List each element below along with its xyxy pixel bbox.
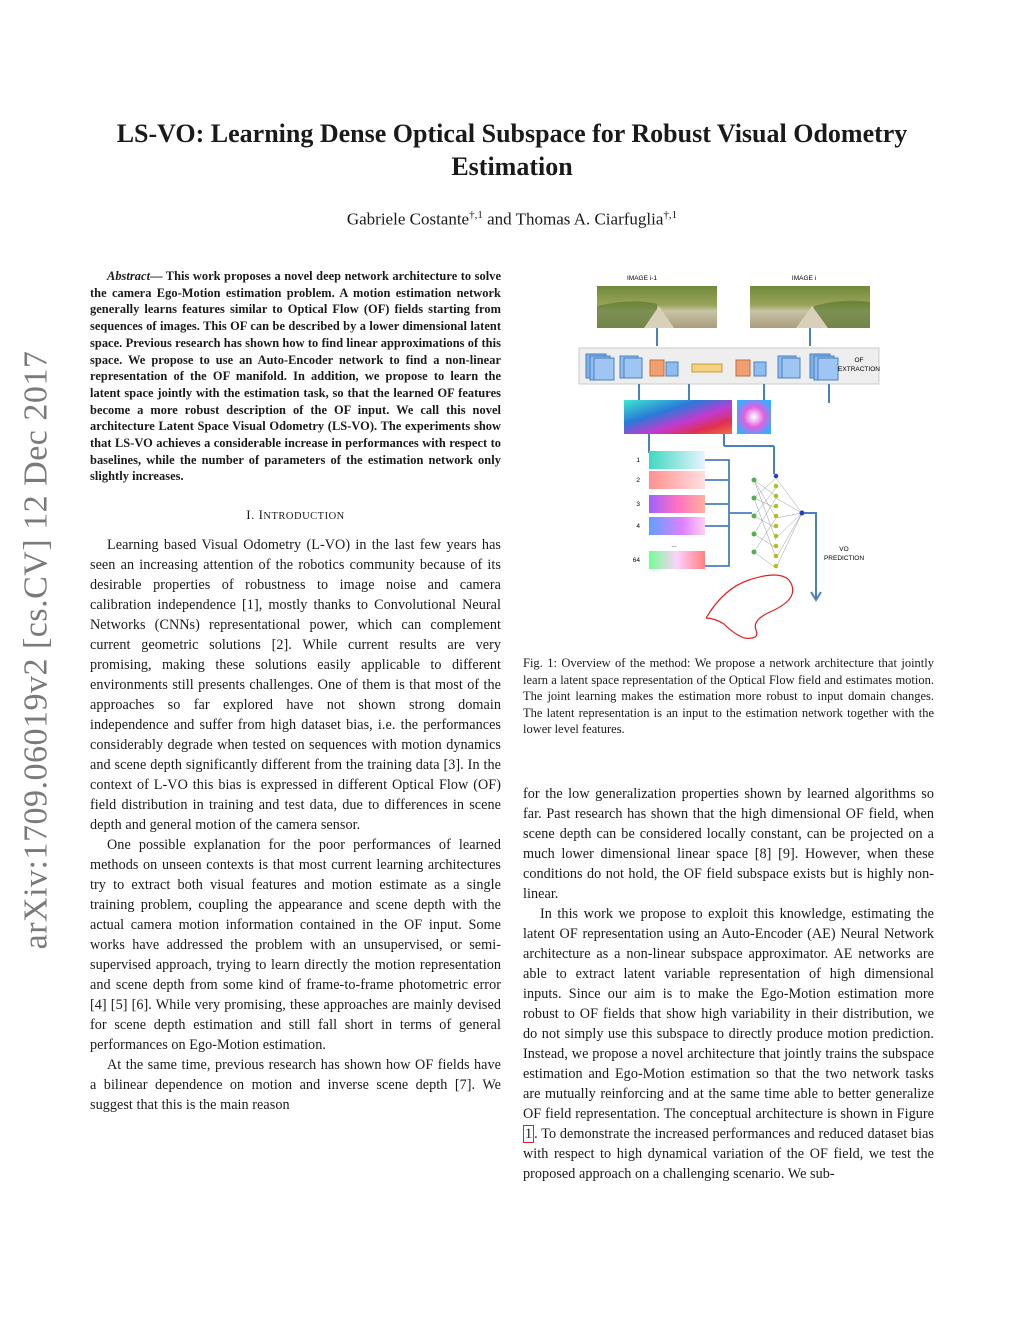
paper-title [70, 117, 954, 183]
abstract-text: This work proposes a novel deep network architecture to solve the camera Ego-Motion estimation problem. A motion estimation network generally learns features similar to Optical Flow (OF) fields starting from sequences of images. This OF can be described by a lower dimensional latent space. Previous research has shown how to find linear approximations of this space. We propose to use an Auto-Encoder network to find a non-linear representation of the OF manifold. In addition, we propose to learn the latent space jointly with the estimation task, so that the learned OF features become a more robust description of the OF input. We call this novel architecture Latent Space Visual Odometry (LS-VO). The experiments show that LS-VO achieves a considerable increase in performances with respect to baselines, while the number of parameters of the estimation network only slightly increases. [90, 269, 501, 484]
label-image-prev: IMAGE i-1 [627, 275, 657, 282]
section-first-letter: I [258, 507, 264, 523]
label-image-curr: IMAGE i [791, 275, 817, 282]
row-ellipsis: ... [671, 542, 677, 549]
row-label-4: 4 [636, 523, 640, 530]
title-line-1: LS-VO: Learning Dense Optical Subspace for Robust Visual Odometry [116, 119, 908, 148]
right-paragraph-2-text: In this work we propose to exploit this knowledge, estimating the latent OF representation using an Auto-Encoder (AE) Neural Network architecture as a non-linear subspace approximator. AE networks are able to extract latent variable representation of high dimensional inputs. Since our aim is to make the Ego-Motion estimation more robust to OF fields that show high variability in their distribution, we do not simply use this subspace to directly produce motion prediction. Instead, we propose a novel architecture that jointly trains the subspace estimation and Ego-Motion estimation so that the two network tasks are mutually reinforcing and at the same time able to better generalize OF field representation. The conceptual architecture is shown in Figure [523, 906, 934, 1122]
author-2-affiliation: †,1 [663, 209, 678, 221]
latent-row-3 [649, 495, 705, 513]
left-column [90, 268, 501, 1115]
arxiv-id-text: arXiv:1709.06019v2 [cs.CV] 12 Dec 2017 [17, 350, 55, 950]
right-column [523, 784, 934, 1184]
latent-row-64 [649, 551, 705, 569]
author-conjunction: and [482, 209, 516, 229]
row-arrows [705, 460, 752, 566]
abstract-dash: — [150, 269, 166, 283]
row-label-2: 2 [636, 477, 640, 484]
vo-network [752, 474, 805, 569]
row-label-64: 64 [632, 557, 640, 564]
row-label-3: 3 [636, 501, 640, 508]
abstract-label: Abstract [107, 269, 151, 283]
label-vo: VO [839, 546, 849, 553]
right-paragraph-2-tail: . To demonstrate the increased performances and reduced dataset bias with respect to high dynamical variation of the OF field, we test the proposed approach on a challenging scenario. We sub- [523, 1126, 934, 1182]
section-title-rest: NTRODUCTION [263, 511, 345, 523]
right-paragraph-2 [523, 904, 934, 1184]
label-of: OF [854, 357, 864, 364]
row-label-1: 1 [636, 457, 640, 464]
latent-row-2 [649, 471, 705, 489]
label-prediction: PREDICTION [823, 555, 865, 562]
author-1-affiliation: †,1 [469, 209, 483, 221]
trajectory-curve [706, 575, 793, 638]
authors [90, 209, 934, 230]
author-2: Thomas A. Ciarfuglia [515, 209, 664, 229]
latent-row-1 [649, 451, 705, 469]
caption-text: Overview of the method: We propose a network architecture that jointly learn a latent space representation of the Optical Flow field and estimates motion. The joint learning makes the estimation more robust to input domain changes. The latent representation is an input to the estimation network together with the lower level features. [523, 656, 934, 737]
section-heading-introduction [90, 507, 501, 523]
intro-paragraph-3: At the same time, previous research has shown how OF fields have a bilinear dependence on motion and inverse scene depth [7]. We suggest that this is the main reason [90, 1057, 501, 1114]
caption-label: Fig. 1: [523, 656, 562, 670]
abstract [90, 268, 501, 485]
figure-reference-link[interactable]: 1 [525, 1126, 533, 1142]
latent-rows [633, 451, 705, 569]
intro-paragraph-2: One possible explanation for the poor performances of learned methods on unseen contexts is that most current learning architectures try to extract both visual features and motion estimate as a single training problem, coupling the appearance and scene depth with the actual camera motion information contained in the OF input. Some works have addressed the problem with an unsupervised, or semi-supervised approach, trying to learn directly the motion representation and scene depth from some kind of frame-to-frame photometric error [4] [5] [6]. While very promising, these approaches are mainly devised for scene depth estimation and still fall short in terms of general performances on Ego-Motion estimation. [90, 837, 501, 1054]
figure-1-diagram [574, 268, 894, 648]
flow-colour-wheel [737, 400, 771, 434]
arxiv-stamp [10, 350, 62, 950]
optical-flow-field [624, 400, 732, 434]
author-1: Gabriele Costante [346, 209, 470, 229]
right-paragraph-1: for the low generalization properties shown by learned algorithms so far. Past research has shown that the high dimensional OF field, when scene depth can be considered locally constant, can be projected on a much lower dimensional linear space [8] [9]. However, when these conditions do not hold, the OF field subspace exists but is highly non-linear. [523, 786, 934, 902]
latent-row-4 [649, 517, 705, 535]
title-line-2: Estimation [451, 152, 573, 181]
label-extraction: EXTRACTION [838, 366, 880, 373]
output-arrow [804, 513, 821, 600]
intro-paragraph-1: Learning based Visual Odometry (L-VO) in the last few years has seen an increasing attention of the robotics community because of its desirable properties of robustness to image noise and camera calibration independence [1], mostly thanks to Convolutional Neural Networks (CNNs) representational power, which can complement current geometric solutions [2]. While current results are very promising, making these solutions easily applicable to different environments still presents challenges. One of them is that most of the approaches so far explored have not shown strong domain independence and suffer from high dataset bias, i.e. the performances considerably degrade when tested on sequences with motion dynamics and scene depth significantly different from the training data [3]. In the context of L-VO this bias is expressed in different Optical Flow (OF) field distribution in training and test data, due to differences in scene depth and general motion of the camera sensor. [90, 537, 501, 834]
section-number: I. [246, 507, 259, 523]
figure-1-caption [523, 655, 934, 738]
figure-1 [574, 268, 894, 648]
